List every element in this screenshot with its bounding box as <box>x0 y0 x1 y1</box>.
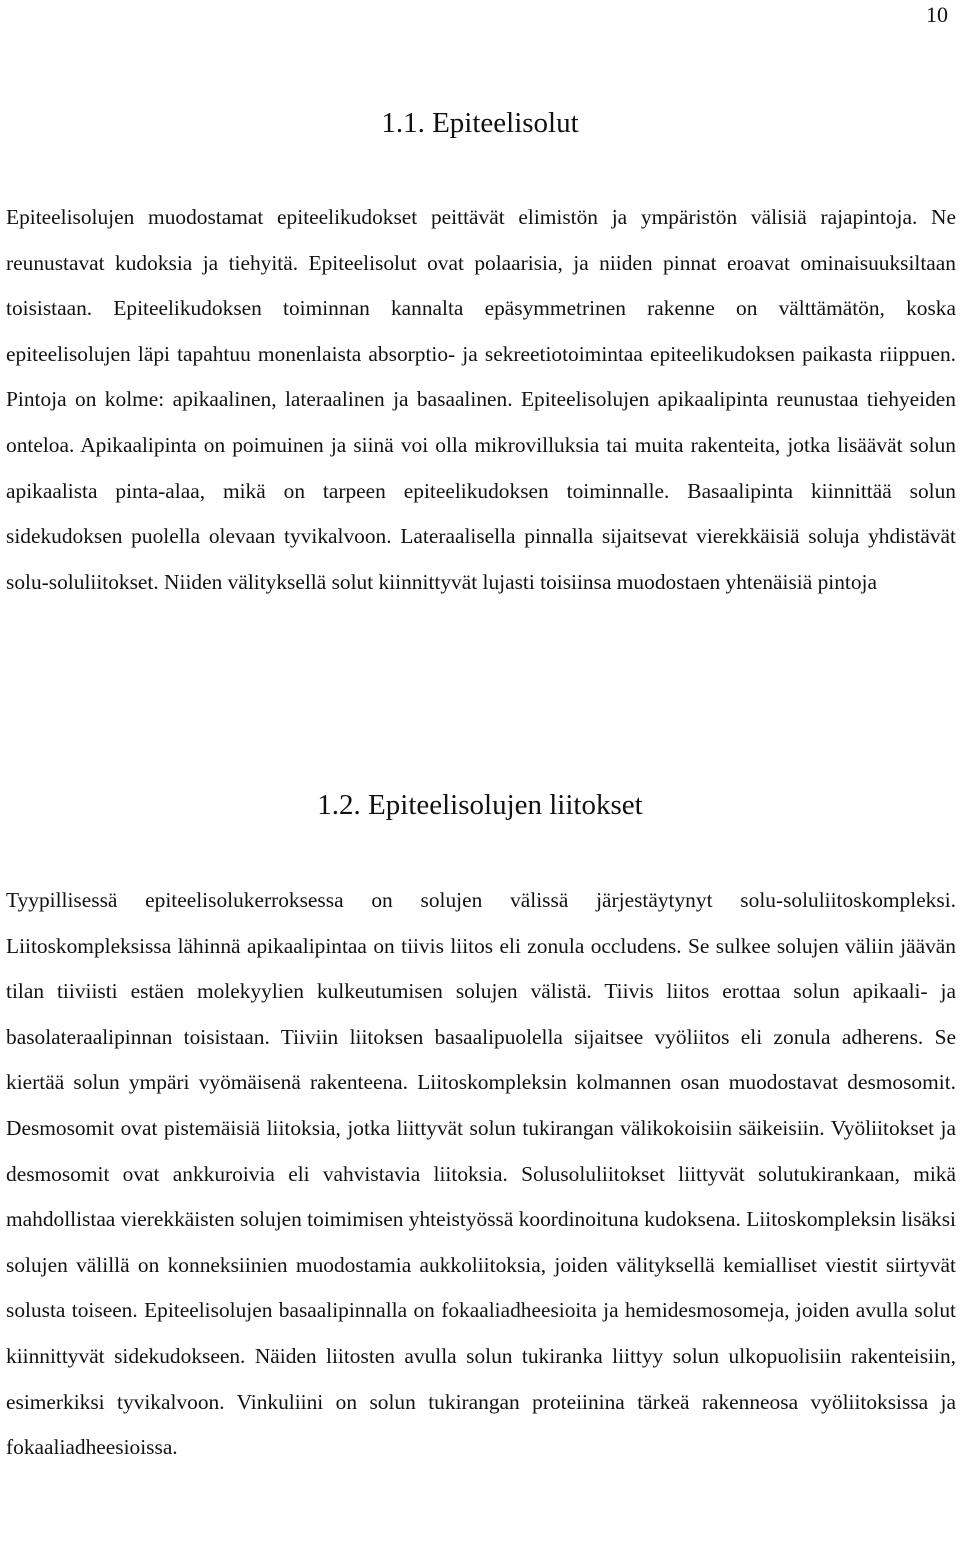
paragraph-liitokset: Tyypillisessä epiteelisolukerroksessa on solujen välissä järjestäytynyt solu-soluliitoskompleksi. Liitoskompleksissa lähinnä apikaalipintaa on tiivis liitos eli zonula occludens. Se sulkee solujen väliin jäävän tilan tiiviisti estäen molekyylien kulkeutumisen solujen välistä. Tiivis liitos erottaa solun apikaali- ja basolateraalipinnan toisistaan. Tiiviin liitoksen basaalipuolella sijaitsee vyöliitos eli zonula adherens. Se kiertää solun ympäri vyömäisenä rakenteena. Liitoskompleksin kolmannen osan muodostavat desmosomit. Desmosomit ovat pistemäisiä liitoksia, jotka liittyvät solun tukirangan välikokoisiin säikeisiin. Vyöliitokset ja desmosomit ovat ankkuroivia eli vahvistavia liitoksia. Solusoluliitokset liittyvät solutukirankaan, mikä mahdollistaa vierekkäisten solujen toimimisen yhteistyössä koordinoituna kudoksena. Liitoskompleksin lisäksi solujen välillä on konneksiinien muodostamia aukkoliitoksia, joiden välityksellä kemialliset viestit siirtyvät solusta toiseen. Epiteelisolujen basaalipinnalla on fokaaliadheesioita ja hemidesmosomeja, joiden avulla solut kiinnittyvät sidekudokseen. Näiden liitosten avulla solun tukiranka liittyy solun ulkopuolisiin rakenteisiin, esimerkiksi tyvikalvoon. Vinkuliini on solun tukirangan proteiinina tärkeä rakenneosa vyöliitoksissa ja fokaaliadheesioissa. <box>6 888 956 1460</box>
section-heading-liitokset: 1.2. Epiteelisolujen liitokset <box>317 789 643 821</box>
paragraph-epiteelisolut: Epiteelisolujen muodostamat epiteelikudokset peittävät elimistön ja ympäristön välisiä rajapintoja. Ne reunustavat kudoksia ja tiehyitä. Epiteelisolut ovat polaarisia, ja niiden pinnat eroavat ominaisuuksiltaan toisistaan. Epiteelikudoksen toiminnan kannalta epäsymmetrinen rakenne on välttämätön, koska epiteelisolujen läpi tapahtuu monenlaista absorptio- ja sekreetiotoimintaa epiteelikudoksen paikasta riippuen. Pintoja on kolme: apikaalinen, lateraalinen ja basaalinen. Epiteelisolujen apikaalipinta reunustaa tiehyeiden onteloa. Apikaalipinta on poimuinen ja siinä voi olla mikrovilluksia tai muita rakenteita, jotka lisäävät solun apikaalista pinta-alaa, mikä on tarpeen epiteelikudoksen toiminnalle. Basaalipinta kiinnittää solun sidekudoksen puolella olevaan tyvikalvoon. Lateraalisella pinnalla sijaitsevat vierekkäisiä soluja yhdistävät solu-soluliitokset. Niiden välityksellä solut kiinnittyvät lujasti toisiinsa muodostaen yhtenäisiä pintoja <box>6 205 956 594</box>
section-heading-epiteelisolut: 1.1. Epiteelisolut <box>381 107 579 139</box>
page-number: 10 <box>926 2 948 27</box>
